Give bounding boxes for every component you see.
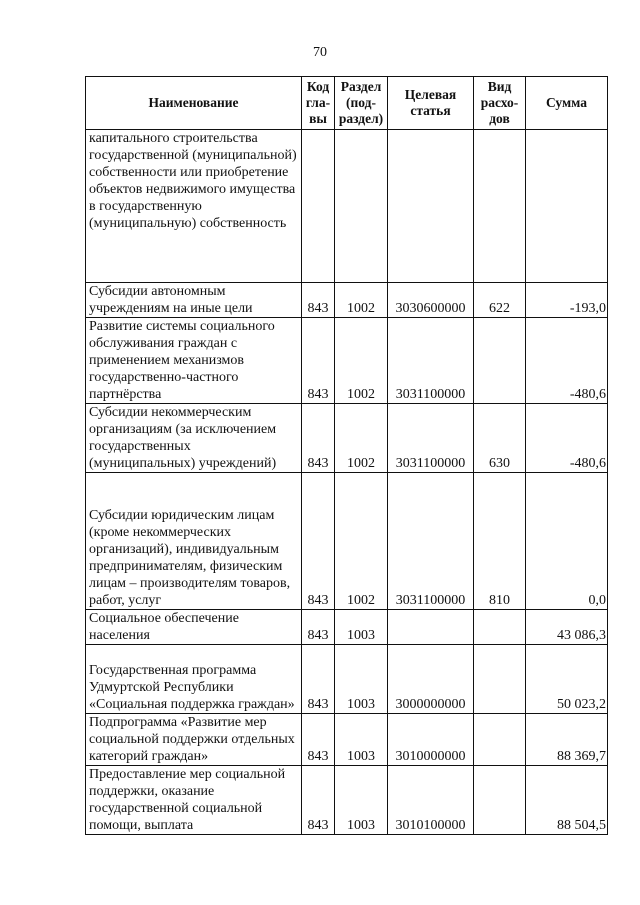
row-amount: 88 369,7 <box>526 714 608 766</box>
row-target-article: 3031100000 <box>388 318 474 404</box>
row-name: капитального строительства государственной (муниципальной) собственности или приобретение объектов недвижимого имущества в государственную (муниципальную) собственность <box>86 130 302 283</box>
row-expense-type <box>474 714 526 766</box>
row-name: Субсидии некоммерческим организациям (за исключением государственных (муниципальных) учреждений) <box>86 404 302 473</box>
row-section: 1002 <box>335 404 388 473</box>
row-section: 1002 <box>335 473 388 610</box>
row-expense-type: 810 <box>474 473 526 610</box>
header-expense-type: Вид расхо-дов <box>474 77 526 130</box>
row-section: 1003 <box>335 766 388 835</box>
row-expense-type: 630 <box>474 404 526 473</box>
table-row <box>86 283 608 318</box>
row-name: Государственная программа Удмуртской Республики «Социальная поддержка граждан» <box>86 645 302 714</box>
row-chapter-code: 843 <box>302 766 335 835</box>
row-chapter-code: 843 <box>302 283 335 318</box>
page-number: 70 <box>313 45 327 60</box>
row-section <box>335 130 388 283</box>
table-header-row <box>86 77 608 130</box>
row-amount: 88 504,5 <box>526 766 608 835</box>
row-name: Субсидии юридическим лицам (кроме некоммерческих организаций), индивидуальным предпринимателям, физическим лицам – производителям товаров, работ, услуг <box>86 473 302 610</box>
row-chapter-code: 843 <box>302 404 335 473</box>
header-chapter-code: Код гла-вы <box>302 77 335 130</box>
row-chapter-code <box>302 130 335 283</box>
header-target-article: Целевая статья <box>388 77 474 130</box>
row-expense-type <box>474 610 526 645</box>
row-name: Развитие системы социального обслуживания граждан с применением механизмов государственно-частного партнёрства <box>86 318 302 404</box>
row-amount: -480,6 <box>526 404 608 473</box>
header-section: Раздел (под-раздел) <box>335 77 388 130</box>
row-chapter-code: 843 <box>302 473 335 610</box>
row-amount: 0,0 <box>526 473 608 610</box>
row-name: Подпрограмма «Развитие мер социальной поддержки отдельных категорий граждан» <box>86 714 302 766</box>
row-expense-type: 622 <box>474 283 526 318</box>
table-row <box>86 130 608 283</box>
table-row <box>86 404 608 473</box>
row-section: 1002 <box>335 318 388 404</box>
table-row <box>86 473 608 610</box>
row-section: 1002 <box>335 283 388 318</box>
row-section: 1003 <box>335 714 388 766</box>
row-expense-type <box>474 318 526 404</box>
row-target-article: 3010100000 <box>388 766 474 835</box>
row-target-article <box>388 610 474 645</box>
table-row <box>86 610 608 645</box>
row-chapter-code: 843 <box>302 645 335 714</box>
row-name: Социальное обеспечение населения <box>86 610 302 645</box>
header-amount: Сумма <box>526 77 608 130</box>
row-amount: -193,0 <box>526 283 608 318</box>
row-amount <box>526 130 608 283</box>
row-target-article: 3000000000 <box>388 645 474 714</box>
row-section: 1003 <box>335 645 388 714</box>
row-expense-type <box>474 130 526 283</box>
row-expense-type <box>474 645 526 714</box>
row-amount: -480,6 <box>526 318 608 404</box>
row-chapter-code: 843 <box>302 318 335 404</box>
row-chapter-code: 843 <box>302 714 335 766</box>
row-expense-type <box>474 766 526 835</box>
table-row <box>86 318 608 404</box>
budget-table <box>85 76 608 835</box>
table-row <box>86 645 608 714</box>
row-name: Предоставление мер социальной поддержки, оказание государственной социальной помощи, выплата <box>86 766 302 835</box>
row-target-article <box>388 130 474 283</box>
row-target-article: 3031100000 <box>388 473 474 610</box>
row-amount: 50 023,2 <box>526 645 608 714</box>
table-row <box>86 766 608 835</box>
header-name: Наименование <box>86 77 302 130</box>
row-target-article: 3031100000 <box>388 404 474 473</box>
table-row <box>86 714 608 766</box>
row-chapter-code: 843 <box>302 610 335 645</box>
row-section: 1003 <box>335 610 388 645</box>
row-target-article: 3010000000 <box>388 714 474 766</box>
row-target-article: 3030600000 <box>388 283 474 318</box>
row-name: Субсидии автономным учреждениям на иные цели <box>86 283 302 318</box>
row-amount: 43 086,3 <box>526 610 608 645</box>
